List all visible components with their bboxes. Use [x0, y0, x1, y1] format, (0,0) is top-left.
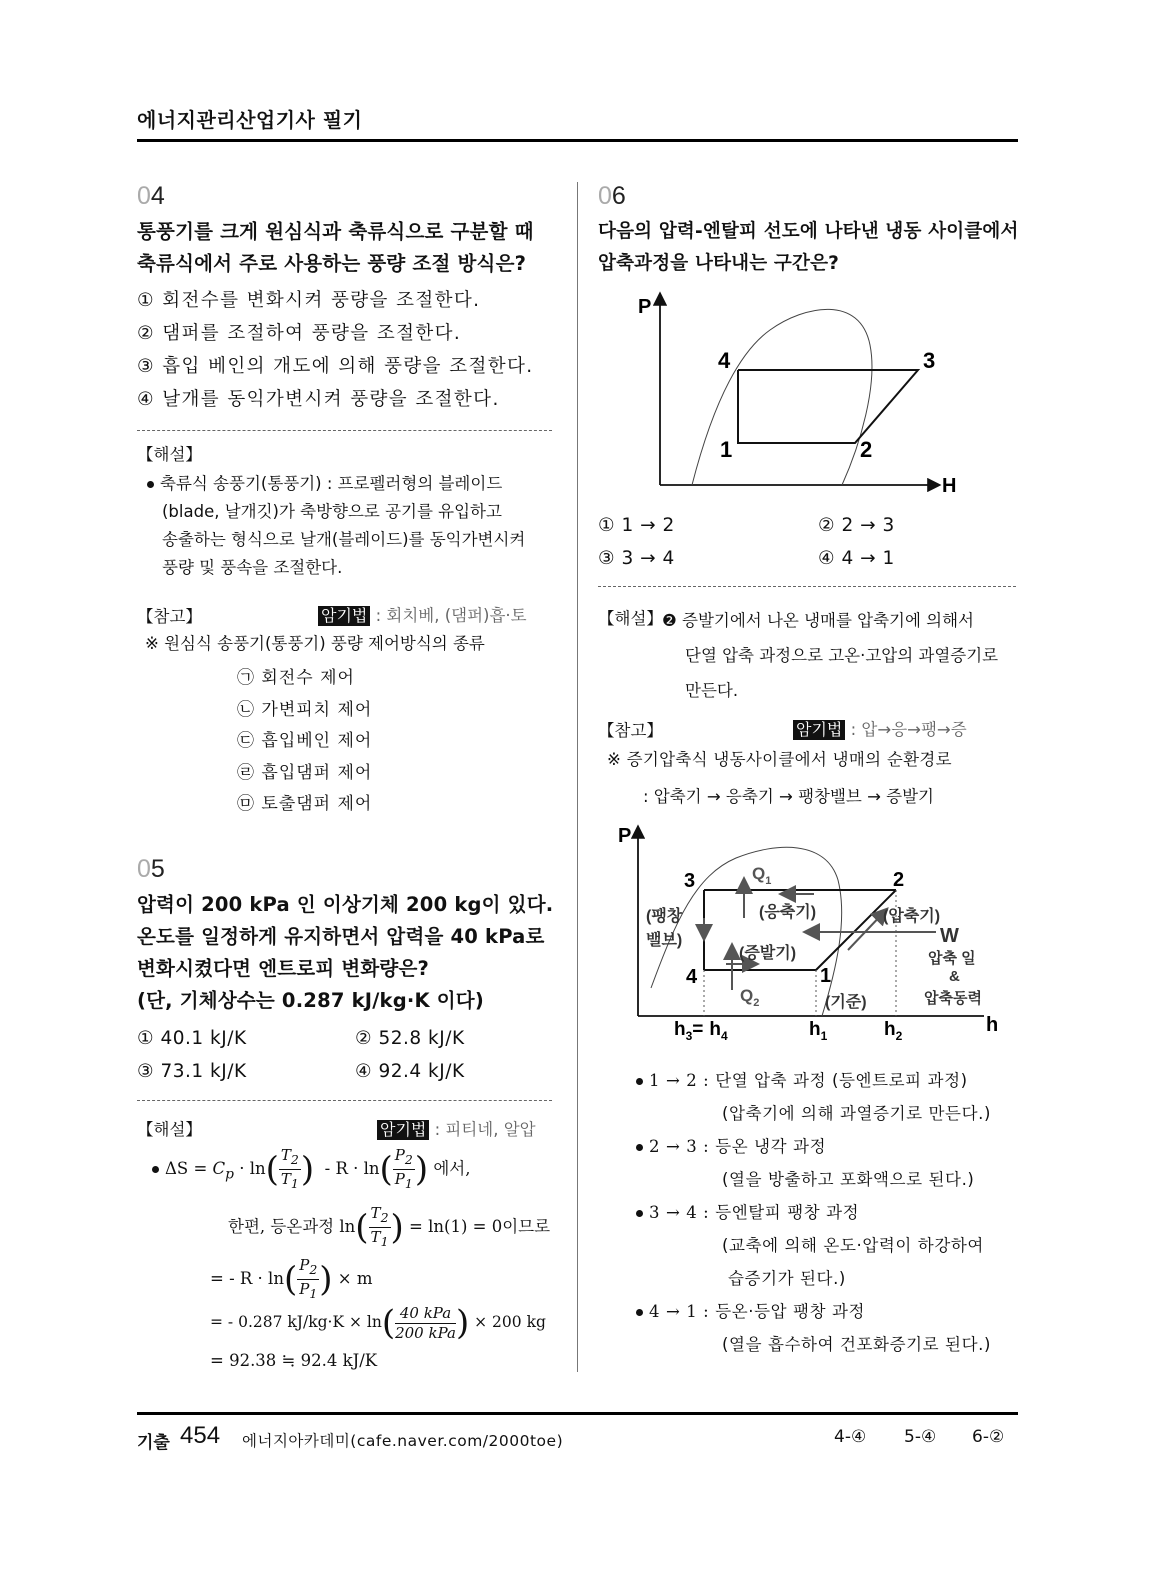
- point-label: 3: [923, 348, 936, 373]
- formula-line-2: 한편, 등온과정 ln( $\frac{T_2}{T_1}$ ) = ln(1) = 0이므로: [228, 1204, 551, 1249]
- option-2: ② 댐퍼를 조절하여 풍량을 조절한다.: [137, 323, 462, 344]
- formula-subscript: 2: [404, 1152, 413, 1167]
- question-number-main: 5: [150, 855, 165, 883]
- fraction-p2-p1: [393, 1146, 415, 1193]
- work-text: &: [949, 968, 960, 985]
- formula-text: × m: [337, 1269, 373, 1288]
- question-05-text: [137, 889, 553, 1017]
- h-axis-label: h: [986, 1014, 999, 1036]
- point-label: 4: [686, 966, 698, 988]
- p-axis-label: P: [638, 296, 652, 318]
- ph-diagram-reference: [616, 820, 1016, 1048]
- bullet-icon: [636, 1309, 643, 1316]
- q2-symbol: Q: [740, 986, 754, 1005]
- h1-label: [809, 1019, 828, 1043]
- question-06-text: [598, 216, 1019, 280]
- formula-symbol: P: [394, 1170, 405, 1188]
- point-label: 3: [684, 870, 696, 892]
- process-sub: 습증기가 된다.): [728, 1269, 846, 1288]
- question-text-line: 압축과정을 나타내는 구간은?: [598, 253, 840, 274]
- question-number-05: [137, 855, 165, 884]
- process-sub: (교축에 의해 온도·압력이 하강하여: [722, 1236, 984, 1255]
- bullet-icon: [152, 1166, 159, 1173]
- process-item: [636, 1064, 991, 1097]
- question-text-line: 온도를 일정하게 유지하면서 압력을 40 kPa로: [137, 925, 545, 948]
- reference-item: ㉤ 토출댐퍼 제어: [237, 794, 373, 814]
- reference-item: ㉠ 회전수 제어: [237, 668, 355, 688]
- question-04-options: [137, 284, 534, 416]
- process-desc: 등온 냉각 과정: [715, 1137, 827, 1156]
- h-subscript: 4: [721, 1029, 728, 1043]
- h-subscript: 2: [895, 1029, 903, 1043]
- explanation-label: 【해설】: [137, 445, 202, 464]
- question-06-explanation: [662, 603, 998, 708]
- answer-4: 4-④: [834, 1427, 867, 1447]
- formula-denominator: 200 kPa: [395, 1323, 456, 1342]
- reference-note: ※ 원심식 송풍기(통풍기) 풍량 제어방식의 종류: [145, 634, 485, 653]
- h-axis-label: H: [942, 475, 957, 497]
- formula-text: = ln(1) = 0이므로: [409, 1217, 551, 1236]
- explanation-line: 풍량 및 풍속을 조절한다.: [162, 558, 343, 577]
- option-2: ② 2 → 3: [818, 515, 895, 536]
- explanation-line: 축류식 송풍기(통풍기) : 프로펠러형의 블레이드: [160, 474, 503, 493]
- work-text: 압축 일: [928, 950, 976, 967]
- q1-label: [752, 864, 771, 887]
- mnemonic: [377, 1116, 536, 1140]
- process-item: [636, 1130, 991, 1163]
- question-number-04: [137, 182, 165, 211]
- option-4: ④ 날개를 동익가변시켜 풍량을 조절한다.: [137, 389, 500, 410]
- question-text-line: 변화시켰다면 엔트로피 변화량은?: [137, 957, 430, 980]
- formula-subscript: 1: [309, 1286, 318, 1301]
- reference-list: [237, 663, 372, 821]
- option-1: ① 40.1 kJ/K: [137, 1028, 247, 1049]
- evaporator-label: (증발기): [739, 945, 797, 962]
- reference-item: ㉢ 흡입베인 제어: [237, 731, 373, 751]
- mnemonic: [318, 602, 527, 626]
- question-text-line: 통풍기를 크게 원심식과 축류식으로 구분할 때: [137, 220, 534, 243]
- formula-text: ΔS =: [165, 1159, 213, 1178]
- mnemonic-badge: 암기법: [377, 1120, 429, 1140]
- mnemonic: [793, 716, 967, 740]
- process-item: [636, 1196, 991, 1229]
- explanation-line: 만든다.: [685, 681, 739, 700]
- condenser-label: (응축기): [759, 904, 817, 921]
- base-label: (기준): [825, 994, 867, 1011]
- process-sub: (열을 흡수하여 건포화증기로 된다.): [722, 1335, 991, 1354]
- question-number-main: 6: [611, 182, 626, 210]
- bullet-icon: [636, 1144, 643, 1151]
- bullet-icon: [636, 1078, 643, 1085]
- formula-text: - R · ln: [324, 1159, 380, 1178]
- explanation-line: ❷ 증발기에서 나온 냉매를 압축기에 의해서: [662, 611, 974, 630]
- compressor-label: (압축기): [883, 908, 941, 925]
- h-symbol: h: [884, 1019, 896, 1040]
- header-rule: [137, 139, 1018, 142]
- answer-5: 5-④: [904, 1427, 937, 1447]
- formula-subscript: 2: [309, 1262, 318, 1277]
- h3-h4-label: [674, 1019, 728, 1043]
- reference-item: ㉣ 흡입댐퍼 제어: [237, 762, 373, 783]
- option-1: ① 회전수를 변화시켜 풍량을 조절한다.: [137, 290, 481, 311]
- mnemonic-text: : 회치베, (댐퍼)흡·토: [370, 606, 527, 625]
- work-text: 압축동력: [924, 990, 982, 1007]
- process-list: [636, 1064, 991, 1361]
- h-symbol: h: [709, 1019, 722, 1040]
- question-04-text: [137, 216, 534, 280]
- option-3: ③ 3 → 4: [598, 548, 675, 569]
- process-desc: 등온·등압 팽창 과정: [715, 1302, 866, 1321]
- h-symbol: h: [809, 1019, 821, 1040]
- formula-line-3: = - R · ln( $\frac{P_2}{P_1}$ ) × m: [210, 1256, 373, 1301]
- question-number-prefix: 0: [137, 855, 151, 883]
- formula-line-4: = - 0.287 kJ/kg·K × ln( $\frac{\text{40 kPa}}{\text{200 kPa}}$ ) × 200 kg: [210, 1303, 546, 1343]
- formula-numerator: 40 kPa: [395, 1304, 456, 1324]
- option-3: ③ 흡입 베인의 개도에 의해 풍량을 조절한다.: [137, 356, 534, 377]
- formula-subscript: 2: [380, 1210, 389, 1225]
- h-subscript: 3: [685, 1029, 693, 1043]
- process-sub: (압축기에 의해 과열증기로 만든다.): [722, 1104, 991, 1123]
- process-step: 1 → 2 :: [649, 1071, 710, 1090]
- reference-note: ※ 증기압축식 냉동사이클에서 냉매의 순환경로: [607, 750, 952, 769]
- header-title: 에너지관리산업기사 필기: [137, 108, 363, 132]
- h-symbol: h: [674, 1019, 686, 1040]
- formula-text: = - R · ln: [210, 1269, 284, 1288]
- footer-site: 에너지아카데미(cafe.naver.com/2000toe): [242, 1432, 564, 1450]
- formula-subscript: p: [225, 1166, 234, 1183]
- formula-symbol: C: [212, 1159, 226, 1178]
- bullet-icon: [147, 481, 154, 488]
- footer-label: 기출: [137, 1433, 170, 1453]
- explanation-label: 【해설】: [137, 1120, 202, 1139]
- equals-sign: =: [692, 1019, 704, 1040]
- h2-label: [884, 1019, 903, 1043]
- valve-label: (팽창: [646, 908, 683, 925]
- process-step: 3 → 4 :: [649, 1203, 710, 1222]
- formula-line-5: = 92.38 ≒ 92.4 kJ/K: [210, 1351, 378, 1370]
- question-number-prefix: 0: [598, 182, 612, 210]
- column-divider: [577, 182, 578, 1372]
- question-number-main: 4: [150, 182, 165, 210]
- formula-subscript: 2: [290, 1152, 299, 1167]
- explanation-line: (blade, 날개깃)가 축방향으로 공기를 유입하고: [162, 502, 502, 521]
- page-number: 454: [180, 1422, 221, 1449]
- point-label: 4: [718, 348, 731, 373]
- formula-symbol: P: [394, 1146, 405, 1164]
- q2-subscript: 2: [753, 997, 760, 1009]
- process-sub: (열을 방출하고 포화액으로 된다.): [722, 1170, 975, 1189]
- valve-label: 밸브): [646, 932, 683, 949]
- formula-subscript: 1: [404, 1176, 413, 1191]
- answer-6: 6-②: [972, 1427, 1005, 1447]
- formula-symbol: P: [299, 1256, 310, 1274]
- saturation-dome: [692, 309, 872, 485]
- mnemonic-badge: 암기법: [318, 606, 370, 626]
- fraction-t2-t1: [279, 1146, 301, 1193]
- formula-text: 에서,: [433, 1159, 471, 1178]
- question-04-explanation: [147, 470, 567, 582]
- h-subscript: 1: [820, 1029, 828, 1043]
- q1-symbol: Q: [752, 864, 766, 883]
- point-label: 2: [893, 869, 905, 891]
- explanation-line: 송출하는 형식으로 날개(블레이드)를 동익가변시켜: [162, 530, 526, 549]
- cycle-1-2: [816, 890, 896, 970]
- process-item: [636, 1295, 991, 1328]
- fraction-pressure: [395, 1304, 456, 1343]
- process-step: 4 → 1 :: [649, 1302, 710, 1321]
- question-text-line: 축류식에서 주로 사용하는 풍량 조절 방식은?: [137, 252, 527, 275]
- formula-subscript: 1: [290, 1176, 299, 1191]
- formula-symbol: T: [280, 1146, 291, 1164]
- cycle-path: [738, 370, 918, 443]
- option-4: ④ 92.4 kJ/K: [355, 1061, 465, 1082]
- formula-subscript: 1: [380, 1234, 389, 1249]
- fraction-p2-p1: [297, 1256, 319, 1303]
- point-label: 1: [720, 437, 733, 462]
- option-1: ① 1 → 2: [598, 515, 675, 536]
- mnemonic-badge: 암기법: [793, 720, 845, 740]
- explanation-label: 【해설】: [598, 609, 663, 628]
- dashed-separator: [598, 586, 1016, 587]
- mnemonic-text: : 피티네, 알압: [429, 1120, 536, 1139]
- fraction-t2-t1: [369, 1204, 391, 1251]
- p-axis-label: P: [618, 825, 632, 847]
- formula-symbol: T: [280, 1170, 291, 1188]
- process-desc: 단열 압축 과정 (등엔트로피 과정): [715, 1071, 968, 1090]
- option-3: ③ 73.1 kJ/K: [137, 1061, 247, 1082]
- formula-symbol: T: [370, 1228, 381, 1246]
- formula-text: 한편, 등온과정 ln: [228, 1217, 356, 1236]
- q2-label: [740, 986, 759, 1009]
- mnemonic-text: : 압→응→팽→증: [845, 720, 967, 739]
- point-label: 2: [860, 437, 873, 462]
- dashed-separator: [137, 430, 552, 431]
- q1-subscript: 1: [765, 875, 772, 887]
- explanation-line: 단열 압축 과정으로 고온·고압의 과열증기로: [685, 646, 999, 665]
- question-number-06: [598, 182, 626, 211]
- reference-item: ㉡ 가변피치 제어: [237, 699, 373, 720]
- question-text-line: 다음의 압력-엔탈피 선도에 나타낸 냉동 사이클에서: [598, 221, 1019, 242]
- formula-text: ln: [249, 1159, 266, 1178]
- option-2: ② 52.8 kJ/K: [355, 1028, 465, 1049]
- work-label: W: [940, 925, 959, 947]
- option-4: ④ 4 → 1: [818, 548, 895, 569]
- question-number-prefix: 0: [137, 182, 151, 210]
- process-desc: 등엔탈피 팽창 과정: [715, 1203, 860, 1222]
- question-text-line: 압력이 200 kPa 인 이상기체 200 kg이 있다.: [137, 893, 554, 916]
- reference-label: 【참고】: [598, 721, 663, 740]
- point-label: 1: [820, 965, 832, 987]
- process-step: 2 → 3 :: [649, 1137, 710, 1156]
- formula-line-1: $\Delta S = C_p \cdot \ln$( $\frac{T_2}{T_1}$ ) - R · ln( $\frac{P_2}{P_1}$ ) 에서,: [152, 1146, 470, 1193]
- dashed-separator: [137, 1100, 552, 1101]
- ph-diagram-question: [620, 285, 970, 500]
- compressor-arrow: [848, 910, 886, 950]
- formula-symbol: P: [299, 1280, 310, 1298]
- reference-path: : 압축기 → 응축기 → 팽창밸브 → 증발기: [643, 787, 934, 806]
- formula-symbol: T: [370, 1204, 381, 1222]
- formula-text: = - 0.287 kJ/kg·K × ln: [210, 1313, 382, 1331]
- bullet-icon: [636, 1210, 643, 1217]
- reference-label: 【참고】: [137, 607, 202, 626]
- footer-rule: [137, 1412, 1018, 1415]
- question-text-line: (단, 기체상수는 0.287 kJ/kg·K 이다): [137, 989, 484, 1012]
- formula-text: × 200 kg: [474, 1313, 546, 1331]
